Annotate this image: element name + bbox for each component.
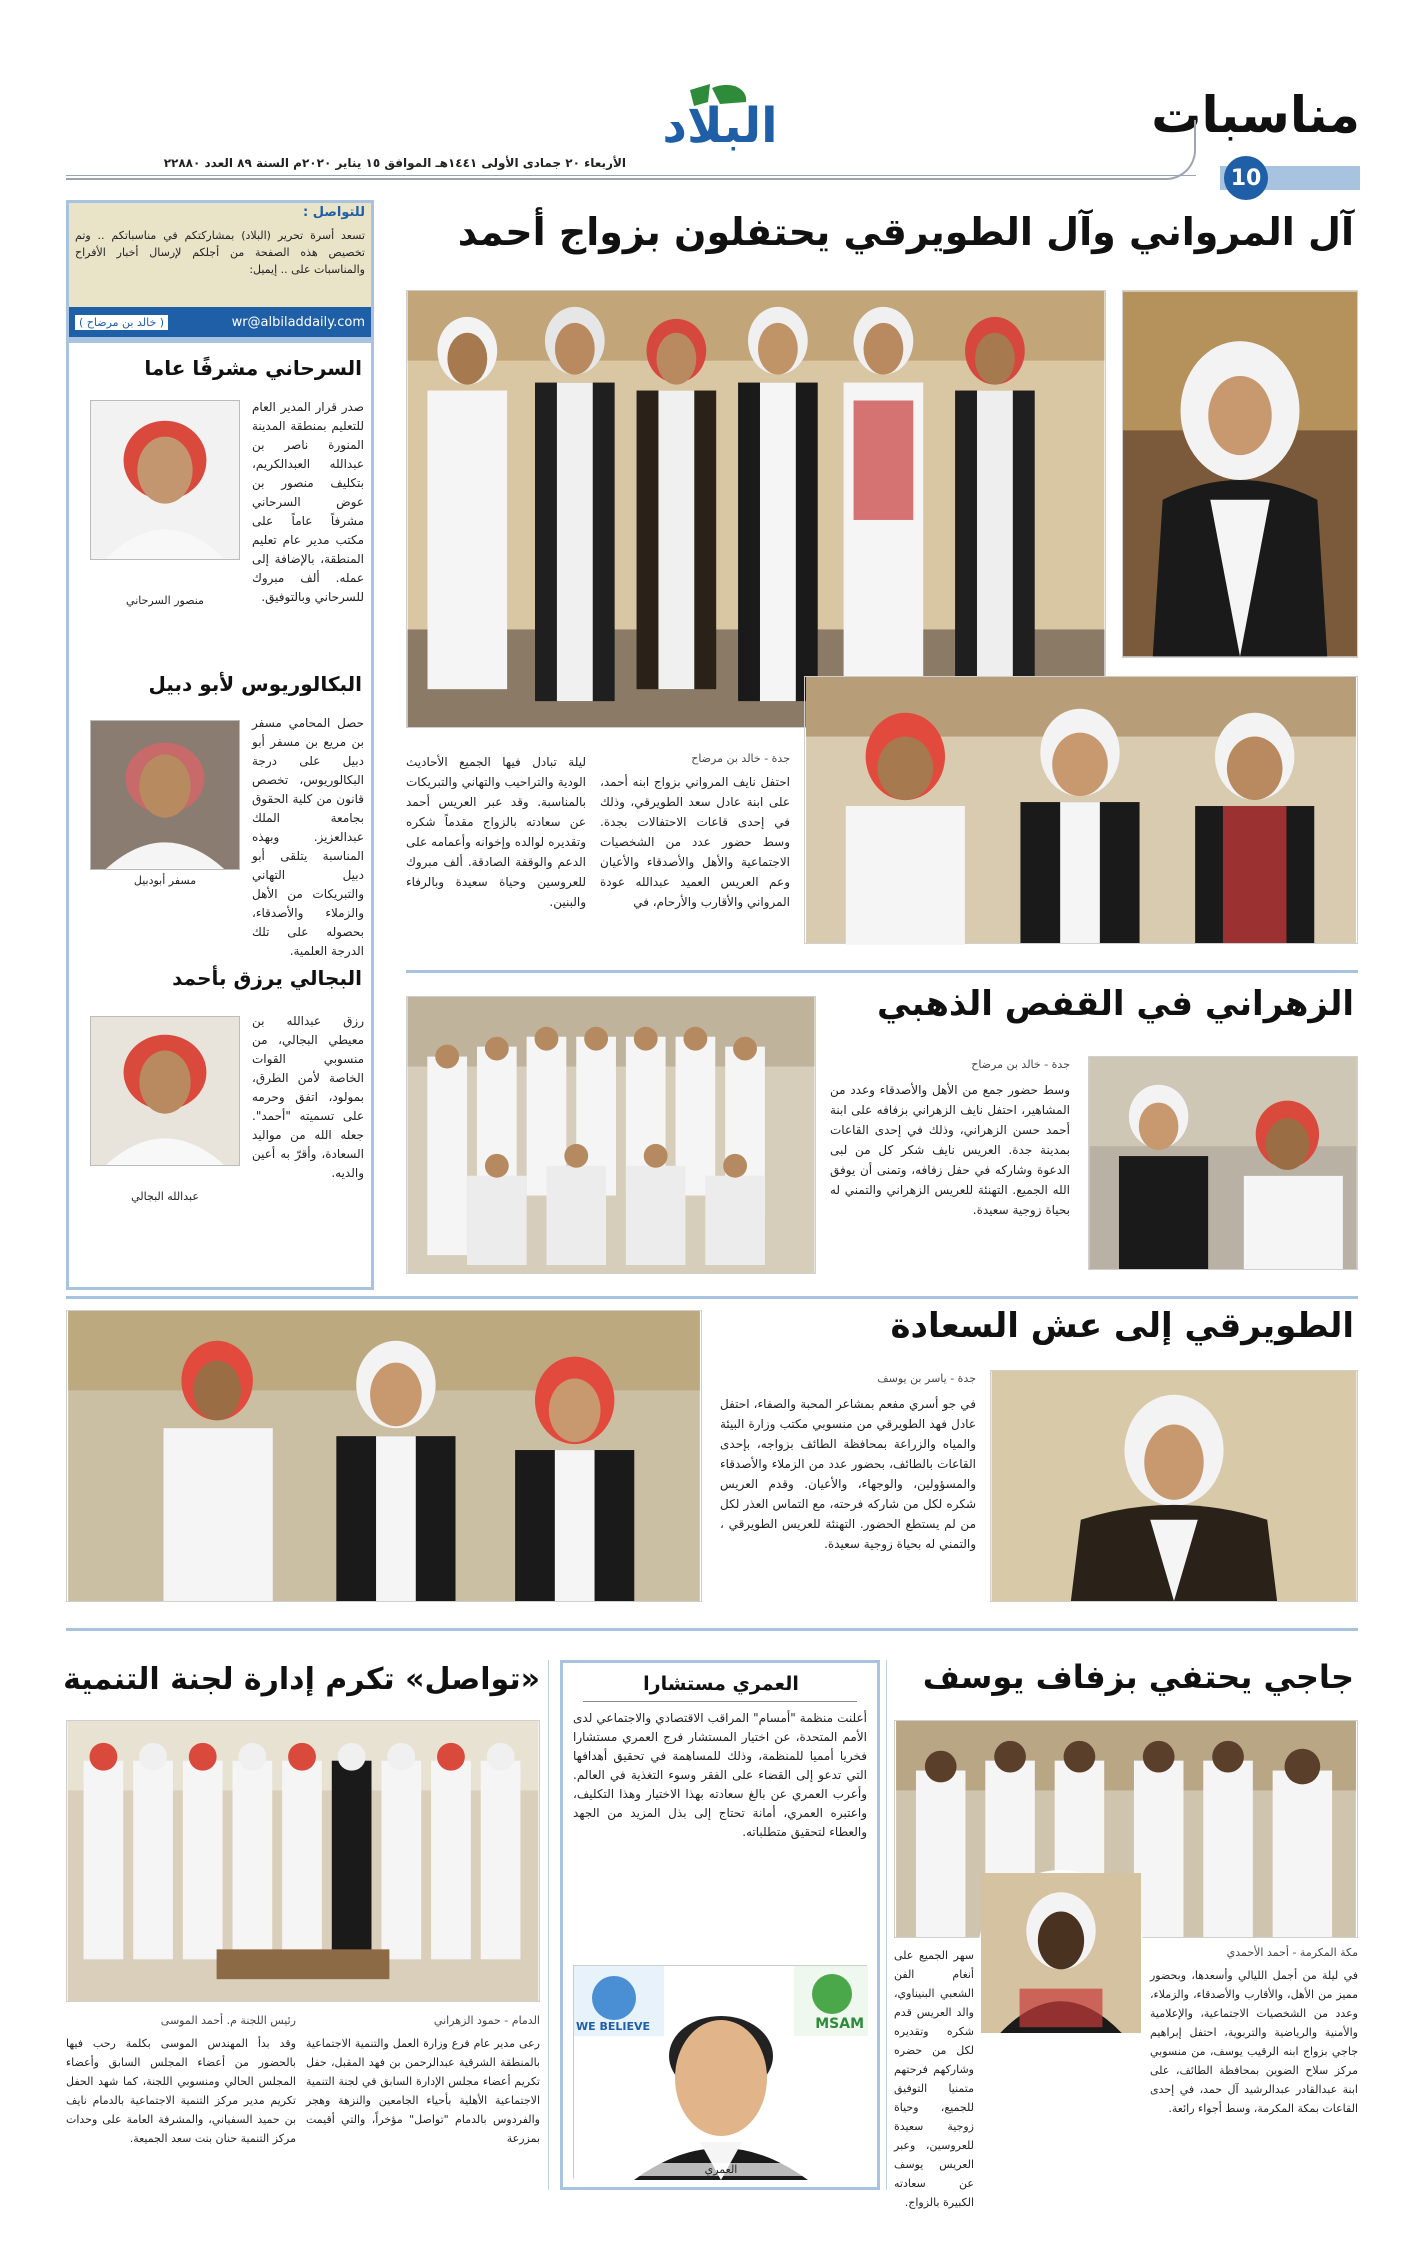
omari-headline-rule [583, 1701, 857, 1702]
tuwairqi-headline: الطويرقي إلى عش السعادة [890, 1306, 1354, 1346]
jaji-text-col1: في ليلة من أجمل الليالي وأسعدها، وبحضور مميز من الأهل، والأقارب والأصدقاء، والزملاء، وعدد من الشخصيات الاجتماعية، والإعلامية والأمنية والرياضية والتربوية، احتفل إبراهيم جاجي بزواج ابنه الرقيب يوسف، من منسوبي مركز سلاح الضوين بمحافظة الطائف، على ابنة عبدالقادر عبدالرشيد آل حمد، في إحدى القاعات بمكة المكرمة، وسط أجواء رائعة. [1150, 1969, 1358, 2115]
photo-graphic [981, 1873, 1141, 2033]
brief-3-headline: البجالي يرزق بأحمد [172, 966, 362, 990]
lead-photo-groom [1122, 290, 1358, 658]
photo-graphic [991, 1371, 1357, 1601]
photo-graphic [574, 1966, 868, 2180]
zahrani-headline: الزهراني في القفص الذهبي [877, 984, 1354, 1024]
photo-graphic [67, 1311, 701, 1601]
divider-1 [406, 970, 1358, 973]
lead-headline: آل المرواني وآل الطويرقي يحتفلون بزواج أحمد [457, 210, 1354, 254]
brief-3-text: رزق عبدالله بن معيطي البجالي، من منسوبي القوات الخاصة لأمن الطرق، بمولود، اتفق وحرمه على تسميته "أحمد". جعله الله من مواليد السعادة، وأقرّ به أعين والديه. [252, 1014, 364, 1180]
jaji-photo-groom-circle [978, 1870, 1144, 2036]
lead-photo-three [804, 676, 1358, 944]
omari-headline: العمري مستشارا [643, 1673, 799, 1695]
brief-2-portrait [90, 720, 240, 870]
logo [650, 80, 790, 160]
zahrani-text: وسط حضور جمع من الأهل والأصدقاء وعدد من المشاهير، احتفل نايف الزهراني بزفافه على ابنة أحمد حسن الزهراني، وذلك في إحدى القاعات بمدينة جدة. العريس نايف شكر كل من لبى الدعوة وشاركه في حفل زفافه، وتمنى أن يوفق الله الجميع. التهنئة للعريس الزهراني والتمني له بحياة زوجية سعيدة. [830, 1083, 1070, 1217]
lead-photo-group [406, 290, 1106, 728]
page-number-badge [1224, 156, 1268, 200]
date-line: الأربعاء ٢٠ جمادى الأولى ١٤٤١هـ الموافق ١٥ يناير ٢٠٢٠م السنة ٨٩ العدد ٢٢٨٨٠ [163, 156, 626, 170]
omari-logo-left-text: WE BELIEVE [576, 2020, 651, 2033]
brief-1-caption: منصور السرحاني [126, 594, 204, 607]
zahrani-photo-couple [1088, 1056, 1358, 1270]
portrait-graphic [91, 721, 239, 869]
brief-2-text: حصل المحامي مسفر بن مريع بن مسفر أبو دبيل على درجة البكالوريوس، تخصص قانون من كلية الحقوق بجامعة الملك عبدالعزيز. وبهذه المناسبة يتلقى أبو دبيل التهاني والتبريكات من الأهل والزملاء والأصدقاء، بحصوله على تلك الدرجة العلمية. [252, 716, 364, 958]
divider-3 [66, 1628, 1358, 1631]
photo-graphic [1123, 291, 1357, 657]
contact-editor: ( خالد بن مرضاح ) [75, 315, 168, 330]
photo-graphic [407, 291, 1105, 727]
tuwairqi-text: في جو أسري مفعم بمشاعر المحبة والصفاء، احتفل عادل فهد الطويرقي من منسوبي مكتب وزارة البيئة والمياه والزراعة بمحافظة الطائف بزواجه، بإحدى القاعات بالطائف، بحضور عدد من الزملاء والأصدقاء والمسؤولين، والوجهاء، والأعيان. وقدم العريس شكره لكل من شاركه فرحته، مع التماس العذر لكل من لم يستطع الحضور. التهنئة للعريس الطويرقي ، والتمني له بحياة زوجية سعيدة. [720, 1397, 976, 1551]
brief-2-headline: البكالوريوس لأبو دبيل [148, 672, 362, 696]
divider-2 [66, 1296, 1358, 1299]
column-rule-2 [886, 1660, 887, 2190]
contact-email-bar [69, 307, 371, 337]
tuwairqi-photo-groom [990, 1370, 1358, 1602]
photo-graphic [407, 997, 815, 1273]
contact-box [66, 200, 374, 340]
tuwairqi-byline: جدة - ياسر بن يوسف [877, 1372, 976, 1385]
brief-1-text: صدر قرار المدير العام للتعليم بمنطقة المدينة المنورة ناصر بن عبدالله العبدالكريم، بتكليف منصور بن عوض السرحاني مشرفاً عاماً على مكتب مدير عام تعليم المنطقة، بالإضافة إلى عمله. ألف مبروك للسرحاني وبالتوفيق. [252, 400, 364, 604]
contact-email[interactable]: wr@albiladdaily.com [231, 314, 365, 330]
photo-graphic [67, 1721, 539, 2001]
contact-text: تسعد أسرة تحرير (البلاد) بمشاركتكم في مناسباتكم .. وتم تخصيص هذه الصفحة من أجلكم لإرسال أخبار الأفراح والمناسبات على .. إيميل: [75, 229, 365, 276]
section-title: مناسبات [1151, 86, 1360, 144]
portrait-graphic [91, 1017, 239, 1165]
lead-byline: جدة - خالد بن مرضاح [691, 752, 790, 765]
masthead-curve [66, 120, 1196, 180]
lead-text-col2: ليلة تبادل فيها الجميع الأحاديث الودية والتراحيب والتهاني والتبريكات بالمناسبة. وقد عبر العريس أحمد عن سعادته بالزواج مقدماً شكره وتقديره لوالده وإخوانه وأعمامه على الدعم والوقفة الصادقة. ألف مبروك للعروسين وحياة سعيدة وبالرفاء والبنين. [406, 755, 586, 909]
brief-2-caption: مسفر أبودبيل [133, 874, 197, 887]
contact-heading: للتواصل : [303, 205, 365, 220]
tawasol-text-col1: رعى مدير عام فرع وزارة العمل والتنمية الاجتماعية بالمنطقة الشرقية عبدالرحمن بن فهد المقبل، حفل تكريم أعضاء مجلس الإدارة السابق في لجنة التنمية الاجتماعية الأهلية بأحياء الجامعين والنزهة وهجر والفردوس بالدمام "تواصل" مؤخراً، والتي أقيمت بمزرعة [306, 2037, 540, 2145]
photo-graphic [1089, 1057, 1357, 1269]
tawasol-text-col2: وقد بدأ المهندس الموسى بكلمة رحب فيها بالحضور من أعضاء المجلس السابق وأعضاء المجلس الحالي ومنسوبي اللجنة، كما شهد الحفل تكريم مدير مركز التنمية الاجتماعية بالدمام نايف بن حميد السفياني، والمشرفة العامة على وحدات مركز التنمية حنان بنت سعد الجميعة. [66, 2037, 296, 2145]
omari-photo [573, 1965, 867, 2179]
column-rule-1 [548, 1660, 549, 2190]
tawasol-byline: الدمام - حمود الزهراني [433, 2014, 540, 2027]
tuwairqi-photo-three [66, 1310, 702, 1602]
omari-box [560, 1660, 880, 2190]
omari-text: أعلنت منظمة "أمسام" المراقب الاقتصادي والاجتماعي لدى الأمم المتحدة، عن اختيار المستشار فرج العمري مستشارا فخريا أمميا للمنظمة، وذلك للمساهمة في تحقيق أهدافها التي تدعو إلى القضاء على الفقر وسوء التغذية في العالم. وأعرب العمري عن بالغ سعادته بهذا الاختيار وهذا التكليف، واعتبره العمري، أمانة تحتاج إلى بذل المزيد من الجهد والعطاء لتحقيق متطلباته. [573, 1711, 867, 1839]
lead-text-col1: احتفل نايف المرواني بزواج ابنه أحمد، على ابنة عادل سعد الطويرقي، وذلك في إحدى قاعات الاحتفالات بجدة. وسط حضور عدد من الشخصيات الاجتماعية والأهل والأصدقاء والأعيان وعم العريس العميد عبدالله عودة المرواني والأقارب والأرحام، في [600, 775, 790, 909]
zahrani-byline: جدة - خالد بن مرضاح [971, 1058, 1070, 1071]
tawasol-photo-group [66, 1720, 540, 2002]
jaji-headline: جاجي يحتفي بزفاف يوسف [922, 1658, 1354, 1696]
brief-1-headline: السرحاني مشرفًا عاما [144, 356, 362, 380]
brief-3-portrait [90, 1016, 240, 1166]
logo-text: البلاد [662, 98, 778, 154]
omari-logo-right-text: MSAM [815, 2016, 864, 2032]
date-rule [66, 175, 1196, 176]
page-number: 10 [1230, 165, 1262, 191]
omari-caption: العمري [574, 2163, 868, 2176]
tawasol-headline: «تواصل» تكرم إدارة لجنة التنمية [63, 1662, 540, 1697]
tawasol-col2-caption: رئيس اللجنة م. أحمد الموسى [160, 2014, 296, 2027]
photo-graphic [805, 677, 1357, 943]
brief-1-portrait [90, 400, 240, 560]
zahrani-photo-group [406, 996, 816, 1274]
brief-3-caption: عبدالله البجالي [131, 1190, 199, 1203]
jaji-byline: مكة المكرمة - أحمد الأحمدي [1226, 1946, 1358, 1959]
portrait-graphic [91, 401, 239, 559]
jaji-text-col2: سهر الجميع على أنغام الفن الشعبي البنيناوي، والد العريس قدم شكره وتقديره لكل من حضره وشاركهم فرحتهم متمنيا التوفيق للجميع، وحياة زوجية سعيدة للعروسين، وعبر العريس يوسف عن سعادته الكبيرة بالزواج. [894, 1949, 974, 2209]
